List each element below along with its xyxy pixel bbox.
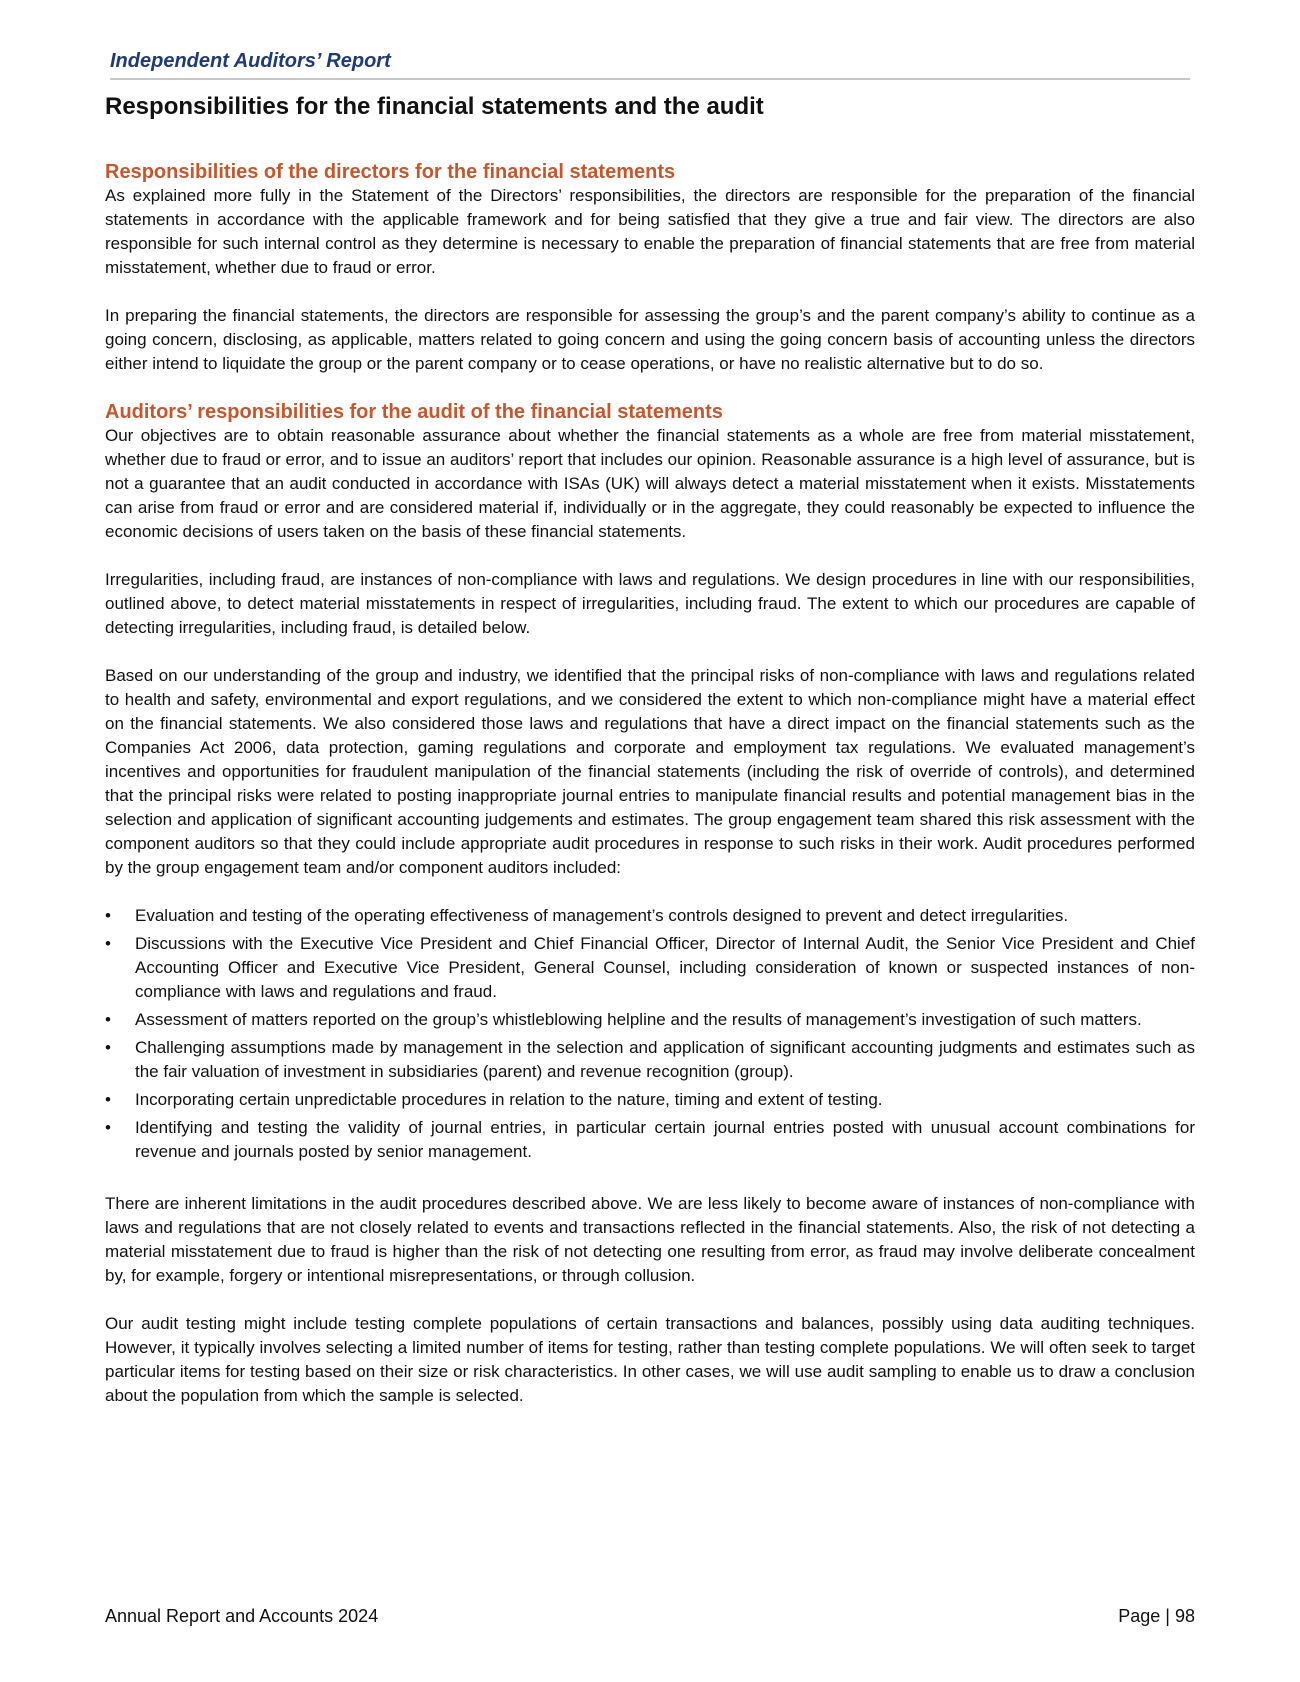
list-item: [105, 1036, 1195, 1084]
paragraph: Our audit testing might include testing complete populations of certain transactions and balances, possibly using data auditing techniques. However, it typically involves selecting a limited number of items for testing, rather than testing complete populations. We will often seek to target particular items for testing based on their size or risk characteristics. In other cases, we will use audit sampling to enable us to draw a conclusion about the population from which the sample is selected.: [105, 1314, 1195, 1405]
section-auditors-responsibilities: [105, 400, 1195, 1408]
header-divider: [110, 78, 1190, 80]
main-content: [105, 90, 1195, 1432]
list-item: [105, 932, 1195, 1004]
list-item-text: Challenging assumptions made by management in the selection and application of significant accounting judgments and estimates such as the fair valuation of investment in subsidiaries (parent) and revenue recognition (group).: [135, 1038, 1195, 1081]
list-item: [105, 1116, 1195, 1164]
bullet-marker: •: [105, 934, 111, 953]
bullet-marker: •: [105, 1118, 111, 1137]
list-item-text: Discussions with the Executive Vice President and Chief Financial Officer, Director of Internal Audit, the Senior Vice President and Chief Accounting Officer and Executive Vice President, General Counsel, including consideration of known or suspected instances of non-compliance with laws and regulations and fraud.: [135, 934, 1195, 1001]
list-item: [105, 1008, 1195, 1032]
bullet-marker: •: [105, 1010, 111, 1029]
paragraph: There are inherent limitations in the audit procedures described above. We are less likely to become aware of instances of non-compliance with laws and regulations that are not closely related to events and transactions reflected in the financial statements. Also, the risk of not detecting a material misstatement due to fraud is higher than the risk of not detecting one resulting from error, as fraud may involve deliberate concealment by, for example, forgery or intentional misrepresentations, or through collusion.: [105, 1194, 1195, 1285]
list-item-text: Incorporating certain unpredictable procedures in relation to the nature, timing and extent of testing.: [135, 1090, 883, 1109]
bullet-marker: •: [105, 1090, 111, 1109]
bullet-marker: •: [105, 906, 111, 925]
running-header: [110, 48, 1190, 80]
list-item-text: Evaluation and testing of the operating effectiveness of management’s controls designed to prevent and detect irregularities.: [135, 906, 1069, 925]
page-number: Page | 98: [1118, 1606, 1195, 1626]
list-item-text: Assessment of matters reported on the group’s whistleblowing helpline and the results of management’s investigation of such matters.: [135, 1010, 1142, 1029]
footer-publication: Annual Report and Accounts 2024: [105, 1606, 379, 1626]
section-heading: Auditors’ responsibilities for the audit of the financial statements: [105, 401, 723, 423]
list-item: [105, 1088, 1195, 1112]
section-directors-responsibilities: [105, 160, 1195, 376]
running-header-title: Independent Auditors’ Report: [110, 50, 391, 72]
page-title: Responsibilities for the financial statements and the audit: [105, 93, 764, 120]
paragraph: In preparing the financial statements, the directors are responsible for assessing the group’s and the parent company’s ability to continue as a going concern, disclosing, as applicable, matters related to going concern and using the going concern basis of accounting unless the directors either intend to liquidate the group or the parent company or to cease operations, or have no realistic alternative but to do so.: [105, 306, 1195, 373]
section-heading: Responsibilities of the directors for the financial statements: [105, 161, 676, 183]
paragraph: Our objectives are to obtain reasonable assurance about whether the financial statements as a whole are free from material misstatement, whether due to fraud or error, and to issue an auditors’ report that includes our opinion. Reasonable assurance is a high level of assurance, but is not a guarantee that an audit conducted in accordance with ISAs (UK) will always detect a material misstatement when it exists. Misstatements can arise from fraud or error and are considered material if, individually or in the aggregate, they could reasonably be expected to influence the economic decisions of users taken on the basis of these financial statements.: [105, 426, 1195, 541]
list-item: [105, 904, 1195, 928]
audit-procedures-list: [105, 904, 1195, 1164]
paragraph: As explained more fully in the Statement of the Directors’ responsibilities, the directors are responsible for the preparation of the financial statements in accordance with the applicable framework and for being satisfied that they give a true and fair view. The directors are also responsible for such internal control as they determine is necessary to enable the preparation of financial statements that are free from material misstatement, whether due to fraud or error.: [105, 186, 1195, 277]
paragraph: Irregularities, including fraud, are instances of non-compliance with laws and regulations. We design procedures in line with our responsibilities, outlined above, to detect material misstatements in respect of irregularities, including fraud. The extent to which our procedures are capable of detecting irregularities, including fraud, is detailed below.: [105, 570, 1195, 637]
list-item-text: Identifying and testing the validity of journal entries, in particular certain journal entries posted with unusual account combinations for revenue and journals posted by senior management.: [135, 1118, 1195, 1161]
paragraph: Based on our understanding of the group and industry, we identified that the principal risks of non-compliance with laws and regulations related to health and safety, environmental and export regulations, and we considered the extent to which non-compliance might have a material effect on the financial statements. We also considered those laws and regulations that have a direct impact on the financial statements such as the Companies Act 2006, data protection, gaming regulations and corporate and employment tax regulations. We evaluated management’s incentives and opportunities for fraudulent manipulation of the financial statements (including the risk of override of controls), and determined that the principal risks were related to posting inappropriate journal entries to manipulate financial results and potential management bias in the selection and application of significant accounting judgements and estimates. The group engagement team shared this risk assessment with the component auditors so that they could include appropriate audit procedures in response to such risks in their work. Audit procedures performed by the group engagement team and/or component auditors included:: [105, 666, 1195, 877]
bullet-marker: •: [105, 1038, 111, 1057]
